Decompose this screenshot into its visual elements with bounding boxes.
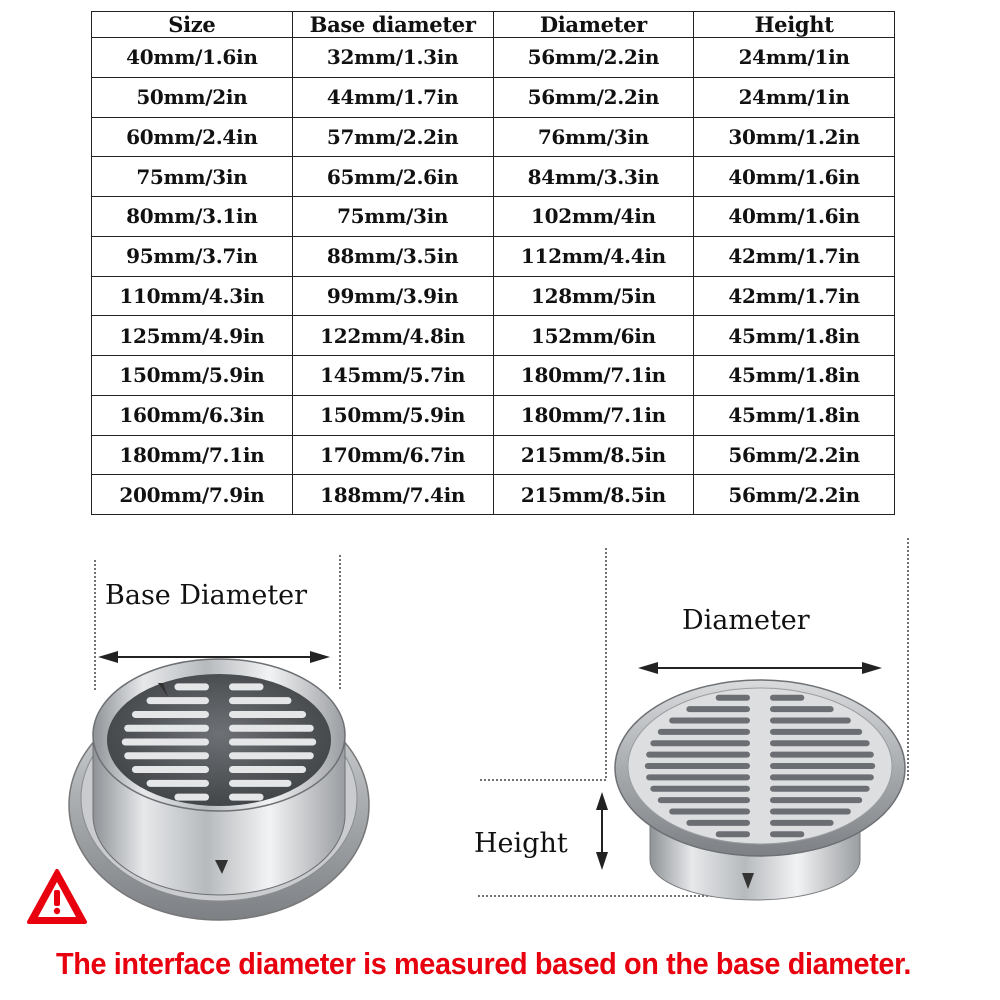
grille-slot bbox=[174, 683, 209, 690]
grille-slot bbox=[229, 725, 314, 732]
grille-slot bbox=[229, 711, 306, 718]
header-base-diameter: Base diameter bbox=[292, 12, 493, 38]
height-label: Height bbox=[474, 828, 568, 859]
table-cell: 57mm/2.2in bbox=[292, 117, 493, 157]
grille-slot bbox=[645, 763, 750, 769]
table-cell: 84mm/3.3in bbox=[493, 157, 694, 197]
grille-slot bbox=[770, 774, 874, 780]
table-cell: 24mm/1in bbox=[694, 38, 895, 78]
grille-slot bbox=[650, 740, 750, 746]
table-cell: 40mm/1.6in bbox=[92, 38, 293, 78]
table-cell: 45mm/1.8in bbox=[694, 395, 895, 435]
table-cell: 56mm/2.2in bbox=[493, 38, 694, 78]
grille-slot bbox=[716, 695, 750, 701]
table-cell: 80mm/3.1in bbox=[92, 197, 293, 237]
grille-slot bbox=[229, 739, 316, 746]
table-cell: 170mm/6.7in bbox=[292, 435, 493, 475]
grille-slot bbox=[147, 697, 209, 704]
base-diameter-arrow-right bbox=[310, 651, 330, 663]
grille-slot bbox=[174, 794, 209, 801]
table-cell: 122mm/4.8in bbox=[292, 316, 493, 356]
table-cell: 160mm/6.3in bbox=[92, 395, 293, 435]
table-cell: 102mm/4in bbox=[493, 197, 694, 237]
table-cell: 128mm/5in bbox=[493, 276, 694, 316]
header-diameter: Diameter bbox=[493, 12, 694, 38]
header-height: Height bbox=[694, 12, 895, 38]
table-cell: 56mm/2.2in bbox=[694, 435, 895, 475]
table-cell: 40mm/1.6in bbox=[694, 197, 895, 237]
height-arrow-up bbox=[596, 792, 608, 810]
table-cell: 125mm/4.9in bbox=[92, 316, 293, 356]
table-cell: 112mm/4.4in bbox=[493, 236, 694, 276]
grille-slot bbox=[124, 752, 209, 759]
grille-slot bbox=[650, 786, 750, 792]
table-cell: 42mm/1.7in bbox=[694, 276, 895, 316]
table-cell: 88mm/3.5in bbox=[292, 236, 493, 276]
table-cell: 24mm/1in bbox=[694, 77, 895, 117]
table-cell: 180mm/7.1in bbox=[92, 435, 293, 475]
table-cell: 150mm/5.9in bbox=[292, 395, 493, 435]
table-cell: 95mm/3.7in bbox=[92, 236, 293, 276]
table-cell: 150mm/5.9in bbox=[92, 356, 293, 396]
table-cell: 145mm/5.7in bbox=[292, 356, 493, 396]
grille-slot bbox=[770, 763, 875, 769]
table-cell: 75mm/3in bbox=[292, 197, 493, 237]
grille-slot bbox=[770, 820, 834, 826]
table-cell: 30mm/1.2in bbox=[694, 117, 895, 157]
grille-slot bbox=[229, 766, 306, 773]
grille-slot bbox=[770, 831, 804, 837]
table-cell: 215mm/8.5in bbox=[493, 435, 694, 475]
base-diameter-arrow-left bbox=[98, 651, 118, 663]
table-cell: 99mm/3.9in bbox=[292, 276, 493, 316]
grille-slot bbox=[646, 752, 750, 758]
grille-slot bbox=[124, 725, 209, 732]
table-cell: 152mm/6in bbox=[493, 316, 694, 356]
grille-slot bbox=[658, 729, 750, 735]
right-vent-diagram bbox=[478, 538, 908, 900]
table-cell: 215mm/8.5in bbox=[493, 475, 694, 515]
table-cell: 42mm/1.7in bbox=[694, 236, 895, 276]
grille-slot bbox=[229, 697, 291, 704]
table-cell: 76mm/3in bbox=[493, 117, 694, 157]
table-cell: 180mm/7.1in bbox=[493, 356, 694, 396]
left-vent-diagram bbox=[69, 555, 369, 920]
grille-slot bbox=[770, 786, 870, 792]
table-cell: 45mm/1.8in bbox=[694, 316, 895, 356]
grille-slot bbox=[686, 820, 750, 826]
grille-slot bbox=[229, 752, 314, 759]
table-cell: 40mm/1.6in bbox=[694, 157, 895, 197]
grille-slot bbox=[686, 706, 750, 712]
table-cell: 200mm/7.9in bbox=[92, 475, 293, 515]
grille-slot bbox=[122, 739, 209, 746]
grille-slot bbox=[770, 740, 870, 746]
table-cell: 44mm/1.7in bbox=[292, 77, 493, 117]
diameter-label: Diameter bbox=[682, 605, 810, 636]
grille-slot bbox=[646, 774, 750, 780]
table-cell: 56mm/2.2in bbox=[493, 77, 694, 117]
grille-slot bbox=[229, 794, 264, 801]
table-cell: 32mm/1.3in bbox=[292, 38, 493, 78]
grille-slot bbox=[770, 809, 851, 815]
grille-slot bbox=[770, 797, 862, 803]
height-arrow-down bbox=[596, 852, 608, 870]
warning-note: The interface diameter is measured based on the base diameter. bbox=[56, 946, 911, 981]
grille-slot bbox=[669, 809, 750, 815]
table-cell: 180mm/7.1in bbox=[493, 395, 694, 435]
grille-slot bbox=[229, 780, 291, 787]
grille-slot bbox=[658, 797, 750, 803]
grille-slot bbox=[669, 717, 750, 723]
grille-slot bbox=[147, 780, 209, 787]
grille-slot bbox=[770, 706, 834, 712]
grille-slot bbox=[132, 711, 209, 718]
table-cell: 110mm/4.3in bbox=[92, 276, 293, 316]
grille-slot bbox=[770, 717, 851, 723]
table-cell: 60mm/2.4in bbox=[92, 117, 293, 157]
table-cell: 188mm/7.4in bbox=[292, 475, 493, 515]
header-size: Size bbox=[92, 12, 293, 38]
grille-slot bbox=[229, 683, 264, 690]
table-cell: 50mm/2in bbox=[92, 77, 293, 117]
table-cell: 45mm/1.8in bbox=[694, 356, 895, 396]
grille-slot bbox=[770, 752, 874, 758]
grille-slot bbox=[770, 695, 804, 701]
diameter-arrow-right bbox=[862, 662, 882, 674]
table-cell: 65mm/2.6in bbox=[292, 157, 493, 197]
grille-slot bbox=[716, 831, 750, 837]
base-diameter-label: Base Diameter bbox=[105, 580, 308, 611]
grille-slot bbox=[132, 766, 209, 773]
warning-triangle-icon bbox=[26, 868, 88, 926]
grille-slot bbox=[770, 729, 862, 735]
table-cell: 56mm/2.2in bbox=[694, 475, 895, 515]
table-cell: 75mm/3in bbox=[92, 157, 293, 197]
diameter-arrow-left bbox=[638, 662, 658, 674]
